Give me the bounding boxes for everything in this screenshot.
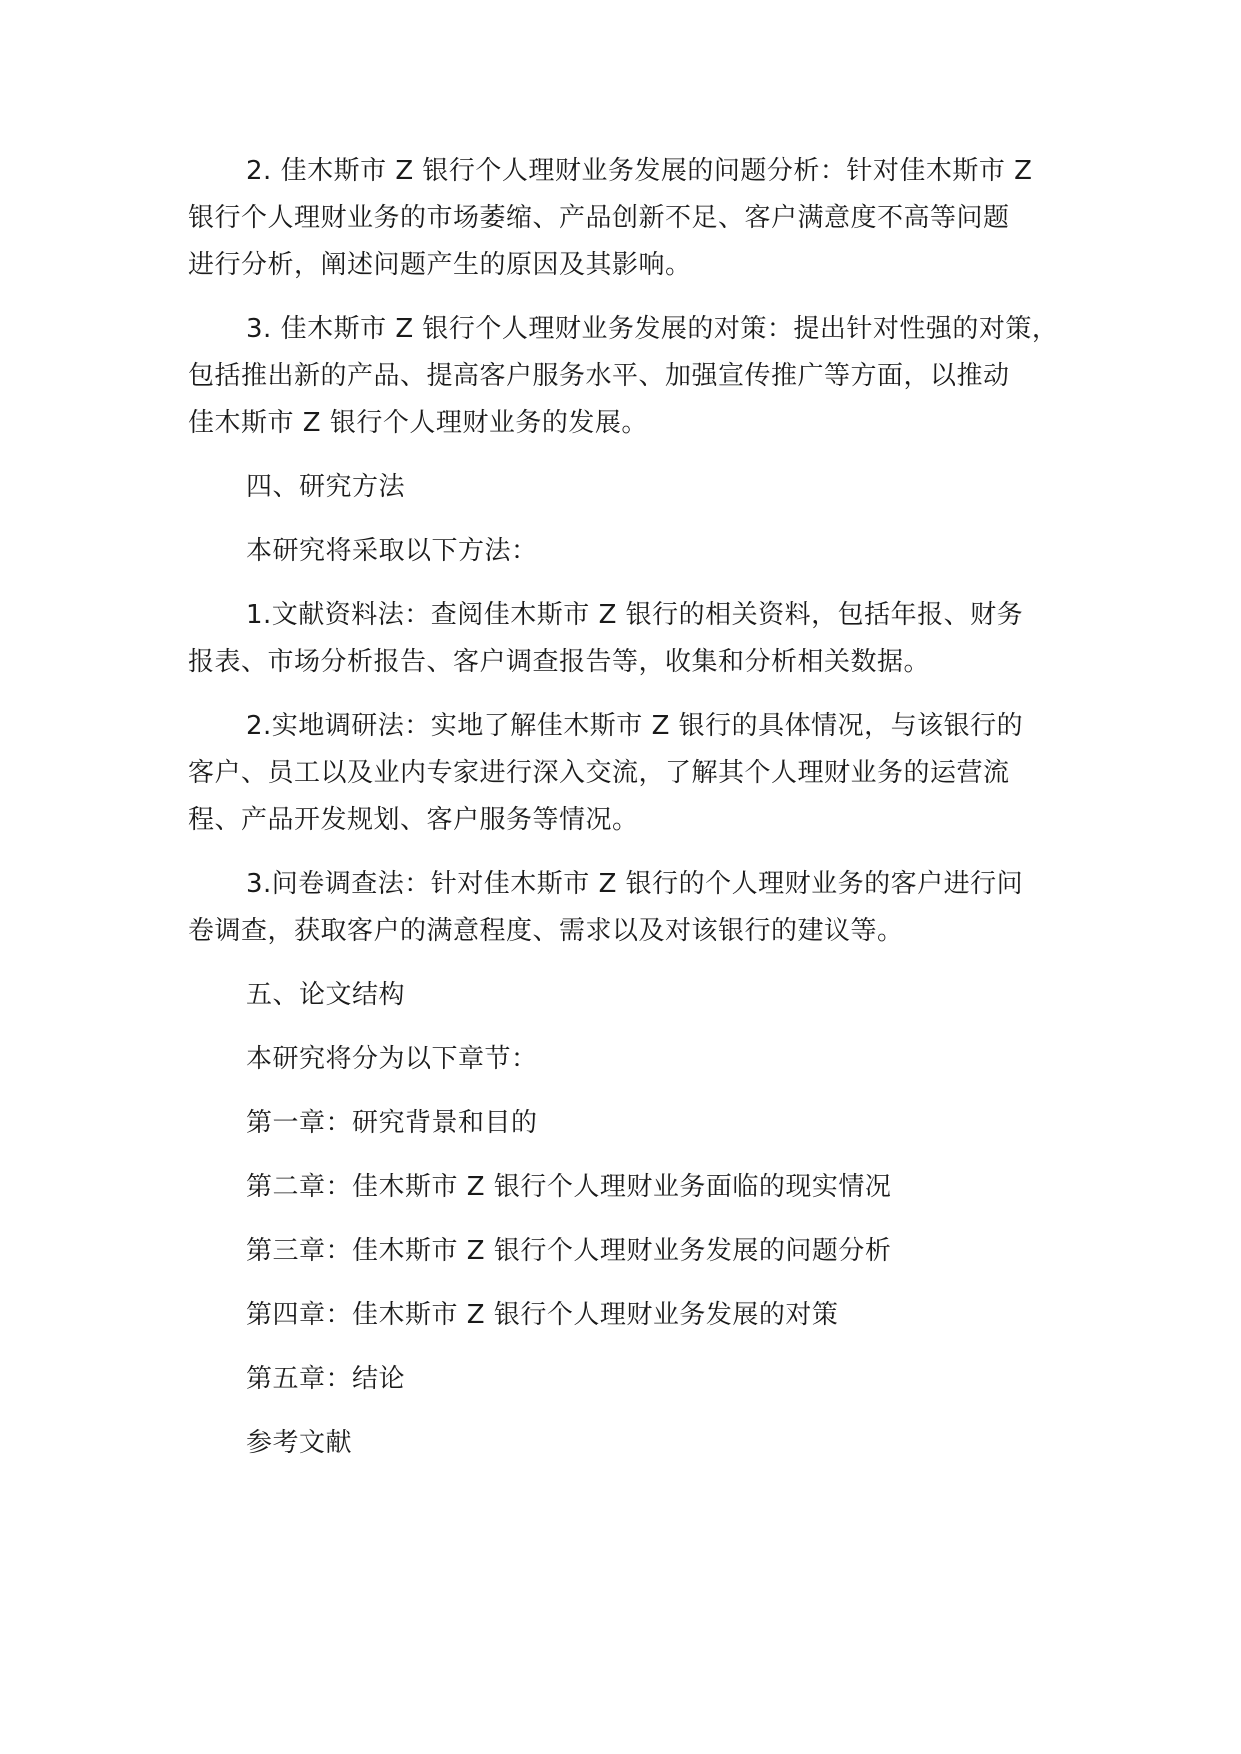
text-line: 客户、员工以及业内专家进行深入交流，了解其个人理财业务的运营流 xyxy=(188,758,1010,788)
document-body xyxy=(188,148,1068,1484)
section-heading-thesis-structure: 五、论文结构 xyxy=(246,980,406,1010)
text-line: 卷调查，获取客户的满意程度、需求以及对该银行的建议等。 xyxy=(188,916,904,946)
text-line: 银行个人理财业务的市场萎缩、产品创新不足、客户满意度不高等问题 xyxy=(188,203,1010,233)
text-line: 1.文献资料法：查阅佳木斯市 Z 银行的相关资料，包括年报、财务 xyxy=(246,600,1024,630)
structure-intro: 本研究将分为以下章节： xyxy=(246,1044,538,1074)
text-line: 包括推出新的产品、提高客户服务水平、加强宣传推广等方面，以推动 xyxy=(188,361,1010,391)
text-line: 3.问卷调查法：针对佳木斯市 Z 银行的个人理财业务的客户进行问 xyxy=(246,869,1024,899)
text-line: 3. 佳木斯市 Z 银行个人理财业务发展的对策：提出针对性强的对策， xyxy=(246,314,1059,344)
chapter-item-3: 第三章：佳木斯市 Z 银行个人理财业务发展的问题分析 xyxy=(246,1236,892,1266)
chapter-item-5: 第五章：结论 xyxy=(246,1364,406,1394)
text-line: 报表、市场分析报告、客户调查报告等，收集和分析相关数据。 xyxy=(188,647,931,677)
text-line: 2.实地调研法：实地了解佳木斯市 Z 银行的具体情况，与该银行的 xyxy=(246,711,1024,741)
text-line: 2. 佳木斯市 Z 银行个人理财业务发展的问题分析：针对佳木斯市 Z xyxy=(246,156,1033,186)
chapter-item-2: 第二章：佳木斯市 Z 银行个人理财业务面临的现实情况 xyxy=(246,1172,892,1202)
paragraph-method-field xyxy=(188,703,1068,844)
section-heading-research-methods: 四、研究方法 xyxy=(246,472,406,502)
paragraph-method-literature xyxy=(188,592,1068,686)
text-line: 佳木斯市 Z 银行个人理财业务的发展。 xyxy=(188,408,648,438)
paragraph-method-survey xyxy=(188,861,1068,955)
chapter-item-4: 第四章：佳木斯市 Z 银行个人理财业务发展的对策 xyxy=(246,1300,839,1330)
references-heading: 参考文献 xyxy=(246,1428,353,1458)
text-line: 进行分析，阐述问题产生的原因及其影响。 xyxy=(188,250,692,280)
text-line: 程、产品开发规划、客户服务等情况。 xyxy=(188,805,639,835)
chapter-item-1: 第一章：研究背景和目的 xyxy=(246,1108,538,1138)
paragraph-problem-analysis xyxy=(188,148,1068,289)
methods-intro: 本研究将采取以下方法： xyxy=(246,536,538,566)
paragraph-countermeasures xyxy=(188,306,1068,447)
